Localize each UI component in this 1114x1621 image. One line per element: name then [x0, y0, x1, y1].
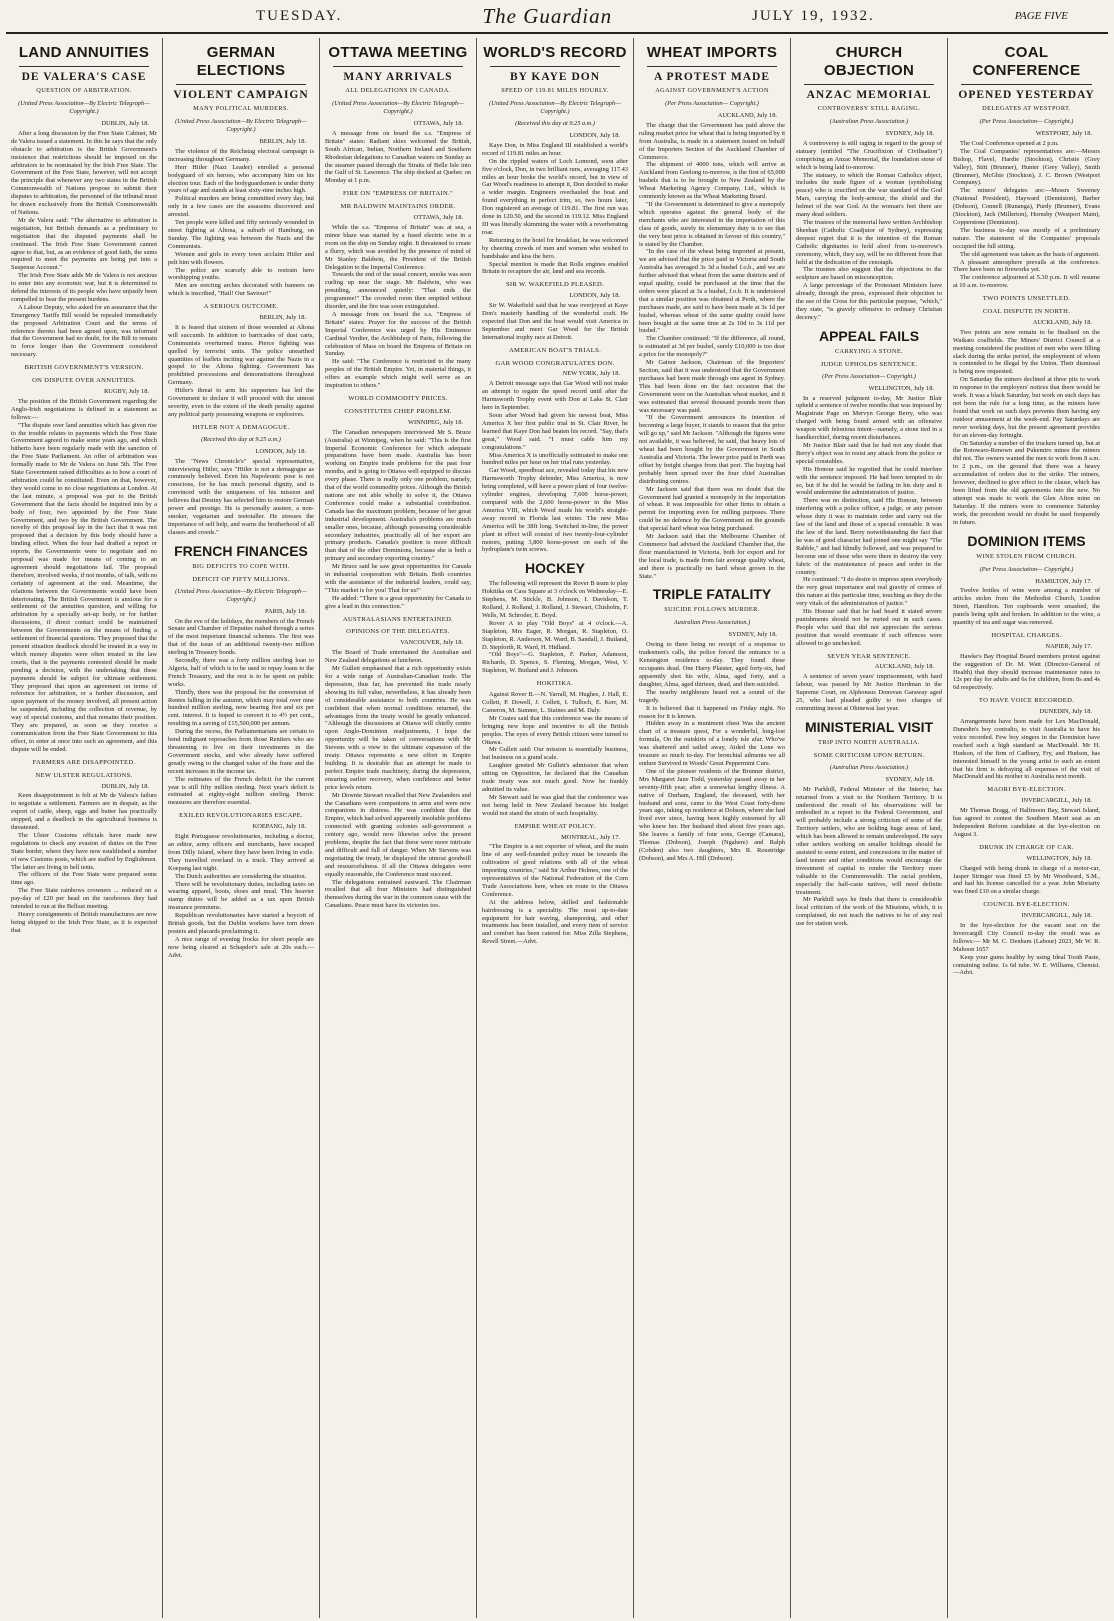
paragraph: Mr Stewart said he was glad that the conference was not being held in New Zealand because his budget would not stand the strain of such hospitality. — [482, 793, 628, 817]
deck: SPEED OF 119.81 MILES HOURLY. — [501, 87, 609, 94]
dateline: AUCKLAND, July 18. — [1032, 318, 1092, 326]
paragraph: The Chamber continued: "If the difference, all round, is estimated at 3d per bushel, surely £10,000 is too dear a price for the monopoly?" — [639, 335, 785, 359]
paragraph: Arrangements have been made for Lex MacDonald, Dunedin's boy contralto, to visit Australia to have his voice recorded. Few boy singers in the Dominion have reached such a high standard as MacDonald. Mr H. Hudson, of the firm of Cadbury, Fry, and Hudson, has interested himself in the young artist to such an extent that his firm is defraying all expenses of the visit of MacDonald and his mother to Australia next month. — [953, 718, 1100, 781]
paragraph: It is believed that it happened on Friday night. No reason for it is known. — [639, 704, 785, 720]
column-6 — [791, 38, 948, 1618]
paragraph: Political murders are being committed every day, but only in a few cases are the assassins discovered and arrested. — [168, 195, 314, 219]
paragraph: Mr Bruce said he saw great opportunities for Canada in industrial cooperation with Britain. Both countries with the assistance of the industrial leaders, could say, "This market is for you! That for us!" — [325, 563, 471, 594]
section-subhead: OPINIONS OF THE DELEGATES. — [346, 628, 450, 636]
wire-credit: Australian Press Association.) — [673, 619, 751, 627]
paragraph: The officers of the Free State were prepared some time ago. — [11, 871, 157, 887]
section-subhead: DEFICIT OF FIFTY MILLIONS. — [192, 575, 290, 583]
dateline: LONDON, July 18. — [569, 292, 620, 300]
paragraph: A sentence of seven years' imprisonment, with hard labour, was passed by Mr Justice Herdman in the Supreme Court, on Alphonsus Donovan Garaway aged 25, who had pleaded guilty to two charges of committing incest at Ohinewai last year. — [796, 673, 942, 712]
headline: OTTAWA MEETING — [328, 44, 468, 61]
column-7 — [948, 38, 1105, 1618]
headline-rule — [961, 84, 1092, 85]
article-columns — [6, 34, 1108, 1618]
paragraph: Keen disappointment is felt at Mr de Valera's failure to negotiate a settlement. Farmers are in despair, as the export of cattle, sheep, eggs and butter has practically stopped, and a deadlock in the agricultural business is threatened. — [11, 792, 157, 832]
deck: AGAINST GOVERNMENT'S ACTION — [655, 87, 769, 94]
dateline: INVERCARGILL, July 18. — [1021, 912, 1092, 920]
paragraph: Rover A to play "Old Boys" at 4 o'clock.—A. Stapleton, Mrs Eager, R. Morgan, R. Stapleton, O. Stapleton, R. Anderson, M. Ward, B. Sandall, J. Butland, D. Stepforth, R. Ward, H. Hidland. — [482, 619, 628, 651]
dateline: SYDNEY, July 18. — [885, 775, 934, 783]
dateline: HAMILTON, July 17. — [1035, 577, 1092, 585]
paragraph: There will be revolutionary duties, including taxes on wearing apparel, boots, shoes and meal. This heavier stamp duties will be added as a tax upon British insurance premiums. — [168, 880, 314, 912]
paragraph: A message from on board the s.s. "Empress of Britain" states: Prayer for the success of the British Imperial Conference was urged by His Eminence Cardinal Verdier, the Archbishop of Paris, following the celebration of Mass on board the Empress of Britain on Sunday. — [325, 310, 471, 358]
paragraph: Mr Thomas Bragg, of Halfmoon Bay, Stewart Island, has agreed to contest the Southern Maori seat as an Independent Reform candidate at the bye-election on August 3. — [953, 807, 1100, 838]
paragraph: Mr Gullett emphasised that a rich opportunity exists for a wide range of Australian-Canadian trade. The depression, thus far, has prevented the trade nearly showing its full value, nevertheless, it has already been of considerable assistance to both countries. He was confident that when normal conditions returned, the advantages from the treaty would be greatly enhanced. "Although the discussions at Ottawa will chiefly centre upon Anglo-Dominion readjustments, I hope the opportunity will be taken of conversations with Mr Stevens with a view to the ultimate expansion of the treaty. Ottawa represents a new effort in Empire building. It is desirable that an attempt be made to perfect Empire trade machinery, during the depression, ensuring earlier recovery, when confidence and better price levels return. — [325, 665, 471, 791]
paragraph: The position of the British Government regarding the Anglo-Irish negotiations is defined in a statement as follows:— — [11, 397, 157, 421]
headline: WHEAT IMPORTS — [646, 44, 778, 61]
section-subhead: SEVEN YEAR SENTENCE. — [827, 652, 911, 660]
paragraph: Gar Wood, speedboat ace, revealed today that his new Harmsworth Trophy defender, Miss America, is now being completed, will have a power plant of four twelve-cylinder engines, developing 7,600 horse-power, compared with the 2,600 horse-power in the Miss America VIII, which Wood made his world's straight-away record in Florida last winter. The new Miss America will be 38ft long. Switched in-line, the power plant in effect will consist of two twenty-four-cylinder motors, putting 3,800 horse-power on each of the hydroplane's twin screws. — [482, 467, 628, 554]
masthead-paper-title: The Guardian — [482, 3, 613, 28]
paragraph: A nice range of evening frocks for short people are now being cleared at Schapdor's sale at 20s each.—Advt. — [168, 935, 314, 959]
section-subhead: COAL DISPUTE IN NORTH. — [982, 308, 1071, 316]
deck: MANY POLITICAL MURDERS. — [193, 105, 289, 112]
story-headline: FRENCH FINANCES — [174, 542, 308, 559]
paragraph: Two points are now remain to be finalised on the Waikato coalfields. The Miners' District Council at a meeting considered the position of men who were filling slack during the strike period, the employment of whom is contended to be illegal by the Union. Their dismissal is being now requested. — [953, 328, 1100, 376]
story-headline: DOMINION ITEMS — [967, 532, 1086, 549]
headline: WORLD'S RECORD — [483, 44, 627, 61]
column-5 — [634, 38, 791, 1618]
paragraph: The estimates of the French deficit for the current year is still fifty million sterling. Next year's deficit is estimated at eighty-eight million sterling. Heroic measures are therefore essential. — [168, 775, 314, 807]
paragraph: The charge that the Government has paid above the ruling market price for wheat that is being imported by it from Australia, is made in a statement issued on behalf of the Importers Section of the Auckland Chamber of Commerce. — [639, 121, 785, 161]
paragraph: A message from on board the s.s. "Empress of Britain" states: Radiant skies welcomed the British, South African, Indian, Northern Ireland and Southern Rhodesian delegations to Canadian waters on Sunday as the steamer passed through the Straits of Belle Isle into the Gulf of St. Lawrence. The ship docked at Quebec on Monday at 1 p.m. — [325, 129, 471, 185]
section-subhead: NEW ULSTER REGULATIONS. — [35, 771, 133, 779]
paragraph: In a reserved judgment to-day, Mr Justice Blair upheld a sentence of twelve months that was imposed by Magistrate Page on Mervyn George Berry, who was charged with being found armed with an offensive weapon with felonious intent—namely, a stone tied in a handkerchief, during recent disturbances. — [796, 394, 942, 442]
headline: LAND ANNUITIES — [18, 44, 150, 61]
section-subhead: TO HAVE VOICE RECORDED. — [978, 697, 1075, 705]
deck: ALL DELEGATIONS IN CANADA. — [345, 87, 451, 94]
paragraph: The miners' delegates are:—Messrs Sweeney (National President), Hayward (Denniston), Barber (Dobson), Connell (Runanga), Purdy (Brunner), Evans (Stockton), Jack (Millerton), Hornsby (Westport Main), Copperstone (Denniston). — [953, 187, 1100, 226]
dateline: OTTAWA, July 18. — [413, 120, 463, 127]
paragraph: The Ulster Customs officials have made new regulations to check any evasion of duties on the Free State border, where they have now established a number of new Customs posts, which are staffed by Englishmen. The latter are living in bell tents. — [11, 831, 157, 871]
paragraph: He added: "There is a great opportunity for Canada to give a lead in this connection." — [325, 594, 471, 610]
subheadline: OPENED YESTERDAY — [958, 89, 1095, 101]
paragraph: The conference adjourned at 5.30 p.m. It will resume at 10 a.m. to-morrow. — [953, 274, 1100, 290]
wire-credit: (United Press Association—By Electric Telegraph—Copyright.) — [18, 100, 150, 115]
deck: TRIP INTO NORTH AUSTRALIA. — [818, 738, 920, 746]
paragraph: "If the Government is determined to give a monopoly which operates against the general body of the merchants who are interested in the importation of this class of goods, surely its elementary duty is to see that the very best price is obtained in favour of this country," is stated by the Chamber. — [639, 200, 785, 248]
column-1 — [6, 38, 163, 1618]
deck: BIG DEFICITS TO COPE WITH. — [192, 562, 290, 570]
paragraph: One of the pioneer residents of the Brunner district, Mrs Margaret Jane Todd, yesterday passed away in her seventy-fifth year, after a somewhat lengthy illness. A native of Durham, England, the deceased, with her husband and sons, came to the West Coast forty-three years ago, taking up residence at Dobson, where she had lived ever since, having been highly esteemed by all who knew her. Her husband died about five years ago. She leaves a family of four sons, George (Camara), Thomas (Dobson), Joseph (Ngahere) and Ralph (Cobden) also two daughters, Mrs R. Roustridge (Dobson), and Mrs A. Hill (Dobson). — [639, 767, 785, 862]
section-subhead: HOSPITAL CHARGES. — [991, 631, 1062, 639]
wire-credit: (Per Press Association— Copyright.) — [822, 372, 916, 380]
paragraph: Ten people were killed and fifty seriously wounded in street fighting at Altona, a suburb of Hamburg, on Sunday. The fighting was between the Nazis and the Communists. — [168, 219, 314, 250]
dateline: AUCKLAND, July 18. — [717, 112, 777, 119]
paragraph: The Coal Companies' representatives are:—Messrs Bishop, Flavel, Hardie (Stockton), Christie (Grey Valley), Stitt (Brunner), Hunter (Grey Valley), Smith (Brunner), McGhie (Stockton), J. C. Brown (Westport Company). — [953, 147, 1100, 187]
section-subhead: EXILED REVOLUTIONARIES ESCAPE. — [179, 812, 303, 820]
paragraph: Mr Parkhill, Federal Minister of the Interior, has returned from a visit to the Northern Territory. It is understood the result of his observations will be embodied in a report to the Federal Government, and will probably include a strong criticism of some of the Territory settlers, who are holding huge areas of land, which has been allowed to remain undeveloped. He says other settlers working on smaller holdings should be assisted to some extent, and concessions in the matter of land tenure and other conditions would encourage the investment of capital to render the Territory more valuable to the Commonwealth. The racial problem, especially the half-caste natives, will need definite treatment. — [796, 785, 942, 896]
paragraph: The Dutch authorities are considering the situation. — [175, 872, 307, 880]
subheadline: VIOLENT CAMPAIGN — [173, 89, 309, 101]
section-subhead: FARMERS ARE DISAPPOINTED. — [32, 758, 136, 766]
section-subhead: EMPIRE WHEAT POLICY. — [514, 822, 596, 830]
section-subhead: AMERICAN BOAT'S TRIALS. — [508, 346, 602, 354]
paragraph: Sir W. Wakefield said that he was overjoyed at Kaye Don's masterly handling of the wonderful craft. He expected that Don and the boat would visit America in September and meet Gar Wood for the British International trophy race at Detroit. — [482, 302, 628, 341]
paragraph: While the s.s. "Empress of Britain" was at sea, a minor blaze was started by a fused electric wire in a room on the ship on Sunday night. It threatened to create a flurry, which was avoided by the presence of mind of Mr Stanley Baldwin, the President of the British Delegation to the Imperial Conference. — [325, 223, 471, 271]
section-subhead: BRITISH GOVERNMENT'S VERSION. — [24, 364, 144, 372]
paragraph: The business to-day was mostly of a preliminary nature. The statement of the Companies' proposals occupied the full sitting. — [953, 226, 1100, 250]
masthead-day: TUESDAY. — [256, 7, 343, 24]
dateline: WESTPORT, July 18. — [1035, 130, 1092, 137]
paragraph: "In the case of the wheat being imported at present, we are advised that the price paid in Victoria and South Australia has averaged 3s 3d a bushel f.o.b., and we are further advised that wheat from the same districts and of equal quality, could be purchased at the time that the orders were placed at 3s a bushel, f.o.b. It is understood that a similar position was obtained at Perth, where the purchases made, are said to have been made at 3s 1d per bushel, whereas wheat of the same quality could have been bought at the same time at 2s 10d to 3s 11d per bushel." — [639, 248, 785, 335]
paragraph: Mr Parkhill says he finds that there is considerable local criticism of the work of the Missions, which, it is complained, do not teach the natives to be of any real use for station work. — [796, 896, 942, 928]
dateline: SYDNEY, July 18. — [728, 631, 777, 639]
paragraph: "If the Government announces its intention of becoming a large buyer, it stands to reason that the price will go up," said Mr Jackson. "Although the figures were not available, it was believed, he said, that heavy lots of wheat had been bought by the Government in South Australia and Victoria. The lower price paid in Perth was offset by freight charges from that port. The buying had probably been spread over the four chief Australian distributing centres. — [639, 414, 785, 485]
headline: CHURCH OBJECTION — [823, 44, 915, 79]
dateline: LONDON, July 18. — [569, 132, 620, 139]
paragraph: A pleasant atmosphere prevails at the conference. There have been no fireworks yet. — [953, 258, 1100, 274]
paragraph: His Honour said that he had heard it stated severe punishments should not be meted out in such cases. People who said that did not appreciate the serious position that would eventuate if such offences were allowed to go unchecked. — [796, 608, 942, 647]
paragraph: Miss America X is unofficially estimated to make one hundred miles per hour on her trial runs yesterday. — [482, 451, 628, 467]
paragraph: Hitler's threat to arm his supporters has led the Government to declare it will proceed with the utmost severity, even to the extent of the death penalty against any political party possessing weapons or explosives. — [168, 387, 314, 418]
paragraph: Returning to the hotel for breakfast, he was welcomed by cheering crowds of men and women who wished to handshake and kiss the hero. — [482, 236, 628, 260]
story-headline: HOCKEY — [525, 560, 585, 577]
paragraph: The Board of Trade entertained the Australian and New Zealand delegations at luncheon. — [325, 649, 471, 665]
section-subhead: TWO POINTS UNSETTLED. — [982, 295, 1071, 303]
paragraph: Mr Jackson said that there was no doubt that the Government had granted a monopoly in the importation of wheat. It was impossible for other firms to obtain a permit for importing even for milling purposes. There could be no defence by the Government on the grounds that special hard wheat was being purchased. — [639, 485, 785, 533]
paragraph: The old agreement was taken as the basis of argument. — [960, 250, 1100, 258]
paragraph: In the bye-election for the vacant seat on the Invercargill City Council to-day the result was as follows:— Mr M. C. Denham (Labour) 2023, Mr W. R. Mahoon 1657 — [953, 922, 1100, 953]
paragraph: Mr Gullett said: Our mission is essentially business, but business on a grand scale. — [482, 746, 628, 762]
headline: COAL CONFERENCE — [972, 44, 1081, 79]
section-subhead: JUDGE UPHOLDS SENTENCE. — [820, 360, 918, 368]
masthead-date: JULY 19, 1932. — [752, 7, 875, 24]
wire-credit: (Australian Press Association.) — [829, 118, 909, 125]
paragraph: Mr Coates said that this conference was the means of bringing new hope and incentive to all the British peoples. The eyes of every British citizen were turned to Ottawa. — [482, 714, 628, 746]
headline-rule — [490, 66, 620, 67]
dateline: RUGBY, July 18. — [104, 388, 149, 395]
dateline: BERLIN, July 18. — [259, 314, 306, 322]
column-4 — [477, 38, 634, 1618]
paragraph: After a long discussion by the Free State Cabinet, Mr de Valera issued a statement. In this he says that the only obstacle to arbitration is the British Government's insistence that restrictions should be imposed on the arbitrators to be nominated by the Irish Free State. The Government of the Free State, however, will not accept the principle that whenever any two states in the British Commonwealth of Nations propose to submit their disputes to arbitration, the personnel of the tribunal must be drawn exclusively from the British Commonwealth of Nations. — [11, 129, 157, 216]
subheadline: DE VALERA'S CASE — [21, 71, 147, 83]
paragraph: His Honour said he regretted that he could interfere with the sentence imposed. He had been tempted to do so, but if he did he would be failing in his duty and it would undermine the administration of justice. — [796, 465, 942, 497]
paragraph: Women and girls in every town acclaim Hitler and pelt him with flowers. — [168, 250, 314, 266]
paragraph: During the recess, the Parliamentarians are certain to bend indignant reproaches from those Rentiers who are threatening to live on their investments in the Government stocks, and who already have suffered greatly owing to the changed value of the franc and the recent increases in the income tax. — [168, 728, 314, 775]
dateline: BERLIN, July 18. — [259, 138, 306, 145]
paragraph: Eight Portuguese revolutionaries, including a doctor, an editor, army officers and merchants, have escaped from Dilly Island, where they have been living in exile. They travelled overland in a truck. They arrived at Koepang last night. — [168, 833, 314, 872]
paragraph: Hawke's Bay Hospital Board members protest against the suggestion of Dr. M. Watt (Director-General of Health) that they should increase maintenance rates to 12s per day for adults and 6s for children, from 8s and 4s 6d respectively. — [953, 652, 1100, 692]
paragraph: The Irish Free State adds Mr de Valera is not anxious to enter into any economic war, but it is determined to defend the interests of its people who have unjustly been compelled to bear the present burdens. — [11, 272, 157, 303]
paragraph: Owing to there being no receipt of a response to tradesmen's calls, the police forced the entrance to a Kensington residence to-day. They found three occupants dead. One Harry Plaister, aged forty-six, had apparently shot his wife, Alma, aged forty, and a daughter, Alma, aged thirteen, dead, and then suicided. — [639, 641, 785, 688]
paragraph: A Labour Deputy, who asked for an assurance that the Emergency Tariffs Bill would be repealed immediately the proposed Arbitration Court and the terms of reference thereto had been agreed upon, was informed that the Government had no doubt, for the Bill to remain in force longer than the Government considered necessary. — [11, 303, 157, 359]
section-subhead: DRUNK IN CHARGE OF CAR. — [979, 843, 1074, 851]
wire-credit: (Australian Press Association.) — [829, 763, 909, 771]
wire-credit: (Received this day at 9.25 a.m.) — [201, 435, 281, 443]
paragraph: Mr Jackson said that the Melbourne Chamber of Commerce had advised the Auckland Chamber that, the flour manufactured in Victoria, both for export and for the local trade, is made from fair average quality wheat, and there is practically no hard wheat grown in the State." — [639, 533, 785, 580]
dateline: SYDNEY, July 18. — [885, 130, 934, 137]
section-subhead: CONSTITUTES CHIEF PROBLEM. — [344, 407, 452, 415]
subheadline: A PROTEST MADE — [653, 71, 771, 83]
paragraph: "The Empire is a net exporter of wheat, and the main line of any well-founded policy must be towards the cultivation of good relations with all of the wheat importing countries," said Sir Arthur Holmes, one of the representatives of the National Federation of the Corn Trade Associations here, when en route to the Ottawa Conference. — [482, 843, 628, 898]
paragraph: Hidden away in a muniment chest Was the ancient chart of a treasure quest, For a wonderful, long-lost formula, On the outskirts of a lonely isle afar. Who've was shattered and sailed away, Aided the Lone wo treasure so much to-day. For bronchial ailments we all endure Survived in Woods' Great Peppermint Cure. — [639, 720, 785, 767]
section-subhead: MAORI BYE-ELECTION. — [987, 786, 1066, 794]
wire-credit: (United Press Association—By Electric Telegraph—Copyright.) — [175, 118, 307, 133]
paragraph: The Coal Conference opened at 2 p.m. — [960, 139, 1059, 147]
paragraph: The statuary, to which the Roman Catholics object, includes the nude figure of a woman (symbolising peace) who is crucified on the war standard of the God Mars, carrying the body-armour, the shield and the helmet of the war God. At the woman's feet there are many dead soldiers. — [796, 171, 942, 219]
dateline: MONTREAL, July 17. — [561, 833, 620, 841]
paragraph: Soon after Wood had given his newest boat, Miss America X her first public trial in St. Clair River, he learned that Kaye Don had beaten his record. "Say, that's great," Wood said. "I must cable him my congratulations." — [482, 412, 628, 451]
dateline: DUBLIN, July 18. — [101, 782, 149, 790]
deck: DELEGATES AT WESTPORT. — [982, 105, 1071, 112]
deck: SUICIDE FOLLOWS MURDER. — [664, 606, 760, 614]
dateline: DUBLIN, July 18. — [101, 120, 149, 127]
dateline: LONDON, July 18. — [255, 447, 306, 455]
paragraph: A large percentage of the Protestant Ministers have already, through the press, expressed their objection to the use of the Cross for this particular purpose, "which," they state, "is gravely offensive to ordinary Christian decency." — [796, 282, 942, 321]
paragraph: Kaye Don, in Miss England III established a world's record of 119.81 miles an hour. — [482, 141, 628, 157]
section-subhead: AUSTRALASIANS ENTERTAINED. — [342, 615, 454, 623]
paragraph: Men are erecting arches decorated with banners on which is inscribed, "Hail! Our Saviour!" — [168, 282, 314, 298]
section-subhead: GAR WOOD CONGRATULATES DON. — [495, 359, 615, 367]
paragraph: On Saturday the miners declined at three pits to work in response to the employers' notices that there would be work. It was a black Saturday, but work on such days has not been the rule for a long time, as the miners have found that work on such days prevents them having any outdoor amusement at the week-end. Pay Saturdays are never working days, but the present agreement provides for an eleven-day fortnight. — [953, 376, 1100, 439]
paragraph: Republican revolutionaries have started a boycott of British goods, but the Dublin workers have torn down posters and placards proclaiming it. — [168, 912, 314, 935]
headline-rule — [19, 66, 149, 67]
section-subhead: SIR W. WAKEFIELD PLEASED. — [505, 281, 605, 289]
paragraph: On the rippled waters of Loch Lomond, soon after five o'clock, Don, in two brilliant runs, averaging 117.43 miles an hour broke the world's record, but in view of Gar Wood's readiness to attempt it, Don decided to make a wider margin. Engineers overhauled the boat and found everything in perfect trim, so, two hours later, Don registered an average of 119.81. The first run was done in 120.50, and the second in 119.12. Miss England III was literally skimming the water with a reverberating roar. — [482, 157, 628, 236]
paragraph: Mr Downie Stewart recalled that New Zealanders and the Canadians were companions in arms and were now companions in distress. He was confident that the Empire, which had solved apparently insoluble problems connected with granting colonies self-government a century ago, would now likewise solve the present problems, despite the fact that these were more intricate and difficult and full of danger. When Mr Stevens was negotiating the treaty, he displayed the utmost goodwill and resourcefulness. If all the Ottawa delegates were equally reasonable, the Conference must succeed. — [325, 791, 471, 878]
story-headline: MINISTERIAL VISIT — [804, 718, 934, 735]
paragraph: Against Rover B.—N. Yarrall, M. Hughes, J. Hall, E. Collett, P. Dowell, J. Collett, I. Tulloch, E. Kerr, M. Cameron, M. Sumner, L. Staines and M. Daly. — [482, 691, 628, 714]
paragraph: There was no distinction, said His Honour, between interfering with a police officer, a judge, or any person whose duty it was to maintain order and carry out the law of the land and those of a special constable. It was the law of the land. Berry notwithstanding the fact that he was of good character had joined one might say "The Rabble," and had blindly followed, and was prepared to become one of those who were there to destroy the very fabric of the maintenance of peace and order in the country. — [796, 497, 942, 576]
paragraph: A controversy is still raging in regard to the group of statuary (entitled "The Crucifixion of Civilisation") comprising an Anzac Memorial, the foundation stone of which is being laid to-morrow. — [796, 139, 942, 171]
wire-credit: (Received this day at 9.25 a.m.) — [515, 120, 595, 127]
paragraph: The "News Chronicle's" special representative, interviewing Hitler, says "Hitler is not a demagogue as commonly believed. Even his Napoleonic pose is not conscious, for he has much personal dignity, and is convinced with the uniqueness of his mission and believes that Destiny has selected him to restore German power and prestige. He is personally austere, a non-smoker, vegetarian and teetotaller. He stresses the importance of self help, and warns the brotherhood of all classes and creeds." — [168, 457, 314, 536]
wire-credit: (Per Press Association— Copyright.) — [665, 100, 759, 107]
paragraph: The delegations entrained eastward. The Chairman recalled that all four Ministers had distinguished themselves during the war in the common cause with the Canadians. Peace must have its victories too. — [325, 878, 471, 910]
story-headline: APPEAL FAILS — [818, 327, 920, 344]
dateline: VANCOUVER, July 18. — [400, 639, 463, 647]
column-2 — [163, 38, 320, 1618]
dateline: OTTAWA, July 18. — [413, 214, 463, 222]
paragraph: "Old Boys"—G. Stapleton, F. Parker, Adamson, Richards, D. Spence, S. Fleming, Morgan, West, V. Stapleton, W. Butland and J. Johnson. — [482, 651, 628, 675]
wire-credit: (United Press Association—By Electric Telegraph—Copyright.) — [489, 100, 621, 115]
paragraph: The Canadian newspapers interviewed Mr S. Bruce (Australia) at Winnipeg, when he said: "This is the first Imperial Economic Conference for which adequate preparations have been made. Australia has been working on Empire trade problems for the past four months, and is going to Ottawa well equipped to discuss every phase. There is really only one problem, namely, that of the world commodity prices. Although the British nations are not able wholly to solve it, the Ottawa Conference could make a substantial contribution. Canada has the maximum problem, because of her great industrial development. Australia's problems are much smaller ones, because, although possessing considerable secondary industries, practically all of her export are primary products. Canada's position is more difficult than that of the other Dominions, because she is both a primary and secondary exporting country." — [325, 428, 471, 563]
story-headline: TRIPLE FATALITY — [652, 586, 772, 603]
deck: CARRYING A STONE. — [834, 347, 904, 355]
paragraph: On the eve of the holidays, the members of the French Senate and Chamber of Deputies rushed through a series of the most important financial schemes. The first was that of the issue of an additional twenty-two million sterling in Treasury bonds. — [168, 617, 314, 657]
deck: WINE STOLEN FROM CHURCH. — [976, 552, 1077, 560]
dateline: DUNEDIN, July 18. — [1039, 708, 1092, 716]
section-subhead: SOME CRITICISM UPON RETURN. — [813, 751, 925, 759]
paragraph: A Detroit message says that Gar Wood will not make an attempt to regain the speed record until after the Harmsworth Trophy event with Don at Lake St. Clair here in September. — [482, 380, 628, 412]
paragraph: Laughter greeted Mr Gullett's admission that when sitting on Opposition, he declared that the Canadian trade treaty was not much good. Now he frankly admitted its value. — [482, 762, 628, 793]
paragraph: The trustees of the memorial have written Archbishop Sheehan (Catholic Coadjutor of Sydney), expressing deepest regret that it is the intention of the Roman Catholic dignitaries to hold aloof from to-morrow's ceremony, which, they say, will be no different from that held at the dedication of the cenotaph. — [796, 218, 942, 266]
section-subhead: ON DISPUTE OVER ANNUITIES. — [32, 377, 136, 385]
subheadline: MANY ARRIVALS — [343, 71, 453, 83]
paragraph: The Free State rainbows crowners ... reduced on a pay-day of £20 per head on the racehorses they had intended to run at the Belfast meeting. — [11, 887, 157, 911]
paragraph: The shipment of 4000 tons, which will arrive at Auckland from Geelong to-morrow, is the first of 65,000 bushels that is to be brought to New Zealand by the Wheat Marketing Agency Company, Ltd., which is commonly known as the Wheat Marketing Board. — [639, 161, 785, 201]
dateline: WELLINGTON, July 18. — [1026, 854, 1092, 862]
section-subhead: HOKITIKA. — [536, 680, 574, 688]
headline-rule — [176, 84, 306, 85]
paragraph: Mr de Valera said: "The alternative to arbitration is negotiation, but British demands as a preliminary to negotiation that the disputed payments shall be continued. The Irish Free State Government cannot agree to that, but, as an evidence of good faith, the sums required to meet the payments are being put into a Suspense Account." — [11, 216, 157, 272]
paragraph: Twelve bottles of wine were among a number of articles stolen from the Methodist Church, London Street, Hamilton. Ten cupboards were smashed, the panels being split and broken. In addition to the wine, a quantity of tea and sugar was removed. — [953, 587, 1100, 627]
dateline: PARIS, July 18. — [265, 607, 306, 615]
paragraph: The nearby neighbours heard not a sound of the tragedy. — [639, 688, 785, 704]
wire-credit: (Per Press Association— Copyright.) — [979, 118, 1074, 125]
paragraph: The trustees also suggest that the objections to the sculpture are based on misconception. — [796, 266, 942, 282]
paragraph: Herr Hitler (Nazi Leader) enrolled a personal bodyguard of six heroes, who accompany him on his election tour. Each of the bodyguardsmen is under thirty years of age and stands at least sixty-nine inches high. — [168, 163, 314, 195]
masthead-page-number: PAGE FIVE — [1014, 10, 1068, 22]
paragraph: Thirdly, there was the proposal for the conversion of Rentes falling in the autumn, which may total over nine hundred million sterling, now bearing five and six per cent. interest. It is hoped to convert it to 4½ per cent., resulting in a saving of £15,500,000 per annum. — [168, 688, 314, 728]
wire-credit: (Per Press Association— Copyright.) — [979, 565, 1074, 573]
paragraph: Charged with being drunk in charge of a motor-car, Jasper Stringer was fined £5 by Mr Woodward, S.M., and had his license cancelled for a year. John Moriarty was fined £10 on a similar charge. — [953, 864, 1100, 896]
section-subhead: WORLD COMMODITY PRICES. — [348, 395, 448, 402]
section-subhead: HITLER NOT A DEMAGOGUE. — [192, 423, 290, 431]
dateline: NAPIER, July 17. — [1045, 642, 1092, 650]
dateline: WELLINGTON, July 18. — [868, 384, 934, 392]
deck: CONTROVERSY STILL RAGING. — [817, 105, 921, 112]
deck: QUESTION OF ARBITRATION. — [36, 87, 132, 94]
dateline: INVERCARGILL, July 18. — [1021, 797, 1092, 805]
headline: GERMAN ELECTIONS — [196, 44, 286, 79]
paragraph: Mr Justice Blair said that he had not any doubt that Berry's object was to resist any attack from the police or special constables. — [796, 442, 942, 465]
dateline: KOEPANG, July 18. — [252, 823, 306, 831]
paragraph: Secondly, there was a forty million sterling loan to Algeria, half of which is to be used to repay loans to the French Treasury, and the rest is to be spent on public works. — [168, 657, 314, 688]
masthead — [6, 0, 1108, 34]
subheadline: ANZAC MEMORIAL — [806, 89, 932, 101]
paragraph: Keep your gums healthy by using Ideal Tooth Paste, containing iodine. 1s 6d tube. W. E. Williams, Chemist.—Advt. — [953, 953, 1100, 977]
dateline: WINNIPEG, July 18. — [407, 418, 463, 426]
paragraph: At the address below, skilled and fashionable hairdressing is a speciality. The most up-to-date equipment for hair waving, shampooing, and other treatments has been installed, and every item of service and comfort has been catered for. Miss Zilla Stephens, Revell Street.—Advt. — [482, 898, 628, 946]
section-subhead: FIRE ON "EMPRESS OF BRITAIN." — [342, 190, 454, 198]
column-3 — [320, 38, 477, 1618]
subheadline: BY KAYE DON — [509, 71, 601, 83]
paragraph: Special mention is made that Rolls engines enabled Britain to recapture the air, land and sea records. — [482, 260, 628, 276]
paragraph: "The dispute over land annuities which has given rise to the trouble relates to payments which the Free State Government agreed to make some years ago, and which hitherto have been regularly made with the sanction of the Free State Parliament. An offer of arbitration was formally made to Mr de Valera on June 5th. The Free State Government raised difficulties as to how a court of arbitration could be constituted. Even on that, however, they would come to no close negotiations at London. At the last minute, a proposal was put to the British Government that the facts should be inquired into by a body of four, two appointed by the Free State Government, and two by the British Government. The novelty of this proposal lay in the fact that it was not proposed that a decision by this body should have a binding effect. When the four had drafted a report or reports, the Governments were to negotiate and no proposal was made for means of coming to an agreement should negotiations fail. The proposal therefore, involved weeks, if not months, of talk, with no certainty of agreement at the end. Meantime, the relations between the Governments would have been deteriorating. The British Government is anxious for a settlement of the annuities question, and willing for arbitration by a specially set-up body, or for further discussions, if direct contact could be maintained between the Governments on the means of finding a settlement of financial questions. They proposed that the present situation deadlock should be treated in a way in which money disputes were often treated in the law courts, that is the payments contested should be made pending a decision, with the undertaking that these payments should be subject for ultimate settlement. They proposed that upon an agreement on terms of reference for arbitration, or a further discussion, and upon payment of the money involved, all present action be suspended, including the collection of revenue, by way of special customs, and that remains their position. They are prepared, as soon as they receive a communication from the Free State Government to this effect, to enter at once into such an agreement, and this dispute will be ended. — [11, 421, 157, 753]
section-subhead: A SERIOUS OUTCOME. — [203, 303, 279, 311]
dateline: AUCKLAND, July 18. — [874, 663, 934, 671]
headline-rule — [647, 66, 777, 67]
headline-rule — [804, 84, 934, 85]
paragraph: It is feared that sixteen of those wounded at Altona will succumb. In addition to barricades of dust carts, Communists overturned trams. Pierce fighting was quelled by terrorist units. The police unearthed quantities of leaflets inciting war against the Nazis in a gospel to the Altona fighting. Government has prohibited processions and demonstrations throughout Germany. — [168, 323, 314, 387]
section-subhead: MR BALDWIN MAINTAINS ORDER. — [340, 203, 456, 211]
section-subhead: COUNCIL BYE-ELECTION. — [983, 901, 1070, 909]
paragraph: He said: "The Conference is restricted to the many peoples of the British Empire. Yet, in material things, it offers an example which might well serve as an inspiration to others." — [325, 358, 471, 390]
paragraph: Towards the end of the usual concert, smoke was seen curling up near the stage. Mr Baldwin, who was presiding, announced quietly: "That ends the programme!" The crowded room then emptied without disorder, and the fire was soon extinguished. — [325, 271, 471, 311]
paragraph: He continued: "I do desire to impress upon everybody the very great importance and real gravity of crimes of this nature at this particular time, touching as they do the very vitals of the administration of justice." — [796, 576, 942, 608]
paragraph: The violence of the Reichstag electoral campaign is increasing throughout Germany. — [168, 147, 314, 163]
wire-credit: (United Press Association—By Electric Telegraph—Copyright.) — [175, 587, 307, 603]
paragraph: The following will represent the Rover B team to play Hokitika on Cass Square at 3 o'clock on Wednesday—E. Stephens, M. Stickle, B. Johnson, I. Davidson, T. Rolland, J. Rolland, J. Rolland, J. Stewart, Chisholm, F. Wells, M. Schroder, E. Boyd. — [482, 580, 628, 619]
paragraph: The police are scarcely able to restrain hero worshipping youths. — [168, 266, 314, 282]
paragraph: On Saturday a number of the truckers turned up, but at the Rotowaro-Renown and Pukemiro mines the miners did not. The owners wanted the men to work from 8 a.m. to 2 p.m., on the ground that there was a heavy accumulation of orders due to the strike. The miners, however, declined to give effect to the clause, which has been lifted from the old agreements into the new. No attempt was made to work the Glen Afton mine on Saturday. If the miners were to commence Saturday work, the precedent would no doubt be used frequently in future. — [953, 439, 1100, 526]
wire-credit: (United Press Association—By Electric Telegraph—Copyright.) — [332, 100, 464, 115]
paragraph: Mr Gainor Jackson, Chairman of the Importers' Section, said that it was understood that the Government purchases had been made through one agent in Sydney. This had been done on the fact occasion that the Government were on the Australian wheat market, and it was estimated that several thousand pounds more than was necessary was paid. — [639, 359, 785, 414]
headline-rule — [333, 66, 463, 67]
paragraph: Heavy consignments of British manufactures are now being shipped to the Irish Free State, as it is expected that — [11, 911, 157, 934]
dateline: NEW YORK, July 18. — [562, 370, 620, 378]
